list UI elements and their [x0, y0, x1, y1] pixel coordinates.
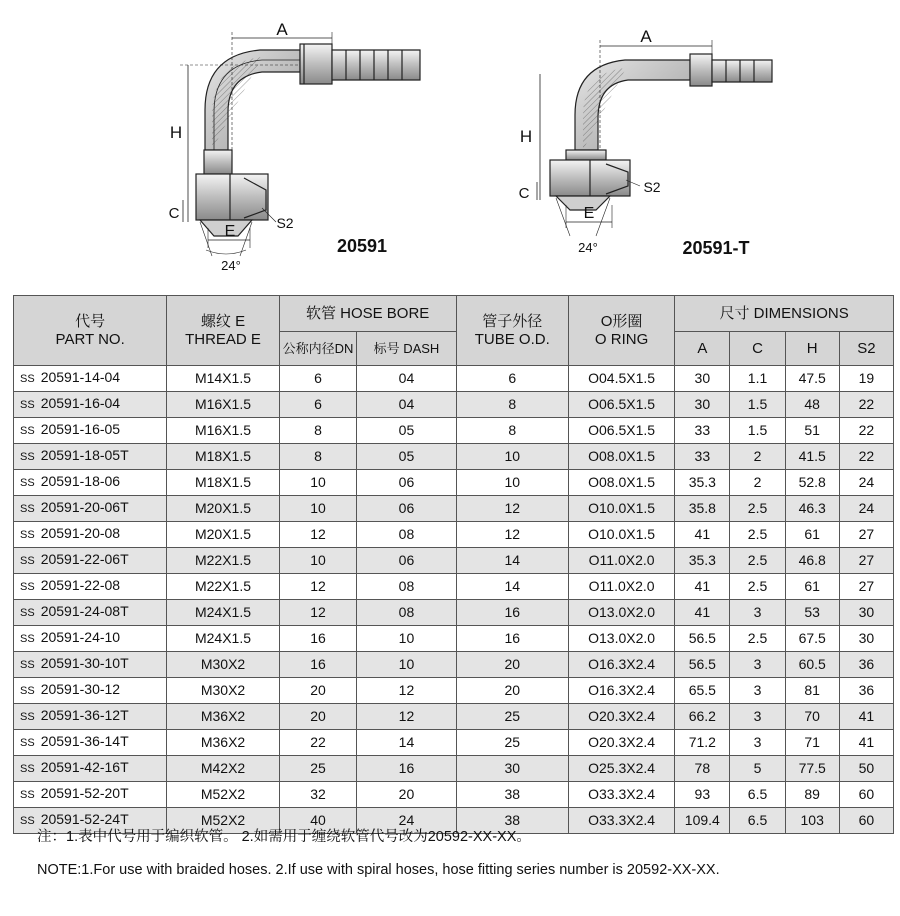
table-row	[14, 548, 894, 574]
h-cell: 77.5	[785, 756, 839, 782]
dn-cell: 22	[279, 730, 357, 756]
part-number: 20591-30-12	[40, 681, 121, 697]
dash-cell: 08	[357, 522, 456, 548]
c-cell: 3	[730, 652, 785, 678]
h-cell: 61	[785, 522, 839, 548]
material-prefix: SS	[20, 607, 35, 619]
oring-cell: O04.5X1.5	[568, 366, 674, 392]
dash-cell: 05	[357, 444, 456, 470]
part-no-cell	[14, 366, 167, 392]
header-dash: 标号 DASH	[357, 332, 456, 366]
dn-cell: 20	[279, 704, 357, 730]
part-number: 20591-42-16T	[40, 759, 129, 775]
c-cell: 1.5	[730, 418, 785, 444]
dn-cell: 25	[279, 756, 357, 782]
a-cell: 109.4	[675, 808, 730, 834]
dn-cell: 12	[279, 574, 357, 600]
thread-cell: M36X2	[167, 730, 279, 756]
h-cell: 47.5	[785, 366, 839, 392]
oring-cell: O08.0X1.5	[568, 444, 674, 470]
dim-c-label: C	[168, 205, 180, 222]
part-no-cell	[14, 574, 167, 600]
a-cell: 33	[675, 418, 730, 444]
tube-cell: 25	[456, 704, 568, 730]
fitting-drawings	[0, 0, 900, 290]
thread-cell: M30X2	[167, 652, 279, 678]
h-cell: 46.8	[785, 548, 839, 574]
oring-cell: O13.0X2.0	[568, 600, 674, 626]
a-cell: 93	[675, 782, 730, 808]
h-cell: 103	[785, 808, 839, 834]
thread-cell: M20X1.5	[167, 496, 279, 522]
part-no-cell	[14, 704, 167, 730]
h-cell: 70	[785, 704, 839, 730]
h-cell: 81	[785, 678, 839, 704]
material-prefix: SS	[20, 477, 35, 489]
tube-cell: 8	[456, 418, 568, 444]
thread-cell: M42X2	[167, 756, 279, 782]
drawing-20591	[180, 32, 420, 256]
material-prefix: SS	[20, 789, 35, 801]
table-row	[14, 678, 894, 704]
h-cell: 52.8	[785, 470, 839, 496]
a-cell: 35.3	[675, 470, 730, 496]
part-number: 20591-52-24T	[40, 811, 129, 827]
tube-cell: 14	[456, 574, 568, 600]
dash-cell: 06	[357, 470, 456, 496]
dn-cell: 20	[279, 678, 357, 704]
s2-cell: 50	[839, 756, 893, 782]
header-s2: S2	[839, 332, 893, 366]
oring-cell: O10.0X1.5	[568, 496, 674, 522]
table-row	[14, 496, 894, 522]
spec-table	[13, 295, 894, 834]
c-cell: 2.5	[730, 548, 785, 574]
thread-cell: M22X1.5	[167, 548, 279, 574]
oring-cell: O33.3X2.4	[568, 808, 674, 834]
c-cell: 1.1	[730, 366, 785, 392]
dash-cell: 14	[357, 730, 456, 756]
thread-cell: M52X2	[167, 782, 279, 808]
s2-cell: 60	[839, 782, 893, 808]
dn-cell: 10	[279, 470, 357, 496]
part-no-cell	[14, 600, 167, 626]
c-cell: 2.5	[730, 522, 785, 548]
material-prefix: SS	[20, 763, 35, 775]
a-cell: 35.8	[675, 496, 730, 522]
part-no-cell	[14, 548, 167, 574]
c-cell: 1.5	[730, 392, 785, 418]
material-prefix: SS	[20, 399, 35, 411]
dim-e-label: E	[583, 205, 595, 222]
tube-cell: 20	[456, 678, 568, 704]
dn-cell: 8	[279, 418, 357, 444]
part-no-cell	[14, 392, 167, 418]
table-row	[14, 704, 894, 730]
table-row	[14, 444, 894, 470]
part-no-cell	[14, 418, 167, 444]
part-number: 20591-24-08T	[40, 603, 129, 619]
c-cell: 2.5	[730, 496, 785, 522]
s2-cell: 30	[839, 626, 893, 652]
dim-s2-label: S2	[276, 215, 294, 231]
material-prefix: SS	[20, 633, 35, 645]
a-cell: 66.2	[675, 704, 730, 730]
a-cell: 30	[675, 366, 730, 392]
dash-cell: 16	[357, 756, 456, 782]
a-cell: 56.5	[675, 652, 730, 678]
oring-cell: O25.3X2.4	[568, 756, 674, 782]
dash-cell: 12	[357, 678, 456, 704]
part-number: 20591-30-10T	[40, 655, 129, 671]
oring-cell: O16.3X2.4	[568, 678, 674, 704]
part-no-cell	[14, 496, 167, 522]
a-cell: 41	[675, 574, 730, 600]
model-label-20591: 20591	[336, 236, 388, 256]
header-oring-en: O RING	[594, 330, 649, 348]
tube-cell: 38	[456, 782, 568, 808]
s2-cell: 27	[839, 548, 893, 574]
material-prefix: SS	[20, 425, 35, 437]
a-cell: 71.2	[675, 730, 730, 756]
table-row	[14, 626, 894, 652]
c-cell: 6.5	[730, 782, 785, 808]
material-prefix: SS	[20, 555, 35, 567]
dim-c-label: C	[518, 185, 530, 202]
part-number: 20591-36-14T	[40, 733, 129, 749]
dash-cell: 06	[357, 496, 456, 522]
part-number: 20591-52-20T	[40, 785, 129, 801]
material-prefix: SS	[20, 451, 35, 463]
thread-cell: M18X1.5	[167, 470, 279, 496]
table-row	[14, 782, 894, 808]
table-row	[14, 574, 894, 600]
table-row	[14, 392, 894, 418]
s2-cell: 41	[839, 730, 893, 756]
header-c: C	[730, 332, 785, 366]
header-dn: 公称内径DN	[279, 332, 357, 366]
thread-cell: M16X1.5	[167, 392, 279, 418]
part-no-cell	[14, 678, 167, 704]
thread-cell: M36X2	[167, 704, 279, 730]
dim-h-label: H	[169, 123, 183, 142]
material-prefix: SS	[20, 711, 35, 723]
tube-cell: 25	[456, 730, 568, 756]
part-no-cell	[14, 522, 167, 548]
oring-cell: O10.0X1.5	[568, 522, 674, 548]
tube-cell: 8	[456, 392, 568, 418]
s2-cell: 27	[839, 574, 893, 600]
part-number: 20591-20-08	[40, 525, 121, 541]
dash-cell: 12	[357, 704, 456, 730]
h-cell: 60.5	[785, 652, 839, 678]
header-thread-cn: 螺纹 E	[200, 312, 246, 330]
dash-cell: 04	[357, 392, 456, 418]
notes	[37, 828, 887, 879]
h-cell: 41.5	[785, 444, 839, 470]
dash-cell: 10	[357, 626, 456, 652]
thread-cell: M24X1.5	[167, 600, 279, 626]
a-cell: 33	[675, 444, 730, 470]
oring-cell: O33.3X2.4	[568, 782, 674, 808]
material-prefix: SS	[20, 685, 35, 697]
dim-h-label: H	[519, 127, 533, 146]
s2-cell: 36	[839, 678, 893, 704]
h-cell: 48	[785, 392, 839, 418]
dash-cell: 24	[357, 808, 456, 834]
table-row	[14, 418, 894, 444]
c-cell: 2	[730, 470, 785, 496]
a-cell: 78	[675, 756, 730, 782]
dim-a-label: A	[276, 20, 288, 39]
oring-cell: O08.0X1.5	[568, 470, 674, 496]
part-number: 20591-16-04	[40, 395, 121, 411]
oring-cell: O13.0X2.0	[568, 626, 674, 652]
tube-cell: 12	[456, 522, 568, 548]
material-prefix: SS	[20, 815, 35, 827]
c-cell: 3	[730, 730, 785, 756]
part-no-cell	[14, 782, 167, 808]
dn-cell: 6	[279, 366, 357, 392]
c-cell: 2	[730, 444, 785, 470]
dash-cell: 05	[357, 418, 456, 444]
s2-cell: 36	[839, 652, 893, 678]
h-cell: 61	[785, 574, 839, 600]
angle-label: 24°	[221, 258, 241, 273]
h-cell: 51	[785, 418, 839, 444]
s2-cell: 22	[839, 392, 893, 418]
oring-cell: O16.3X2.4	[568, 652, 674, 678]
material-prefix: SS	[20, 373, 35, 385]
tube-cell: 10	[456, 444, 568, 470]
dash-cell: 04	[357, 366, 456, 392]
table-row	[14, 756, 894, 782]
dash-cell: 20	[357, 782, 456, 808]
c-cell: 3	[730, 704, 785, 730]
thread-cell: M16X1.5	[167, 418, 279, 444]
thread-cell: M14X1.5	[167, 366, 279, 392]
part-number: 20591-20-06T	[40, 499, 129, 515]
part-number: 20591-14-04	[40, 369, 121, 385]
header-h: H	[785, 332, 839, 366]
part-no-cell	[14, 756, 167, 782]
part-number: 20591-22-08	[40, 577, 121, 593]
dn-cell: 32	[279, 782, 357, 808]
header-thread	[167, 296, 279, 366]
s2-cell: 24	[839, 470, 893, 496]
header-a: A	[675, 332, 730, 366]
dash-cell: 08	[357, 600, 456, 626]
dash-cell: 06	[357, 548, 456, 574]
c-cell: 2.5	[730, 574, 785, 600]
material-prefix: SS	[20, 503, 35, 515]
spec-table-body	[14, 366, 894, 834]
s2-cell: 27	[839, 522, 893, 548]
header-oring-cn: O形圈	[600, 312, 643, 330]
tube-cell: 6	[456, 366, 568, 392]
part-no-cell	[14, 652, 167, 678]
header-part-en: PART NO.	[55, 330, 125, 348]
model-label-20591-T: 20591-T	[682, 238, 750, 258]
s2-cell: 19	[839, 366, 893, 392]
s2-cell: 60	[839, 808, 893, 834]
a-cell: 65.5	[675, 678, 730, 704]
dim-a-label: A	[640, 27, 652, 46]
part-no-cell	[14, 626, 167, 652]
tube-cell: 20	[456, 652, 568, 678]
part-no-cell	[14, 730, 167, 756]
angle-label: 24°	[578, 240, 598, 255]
header-hose-bore: 软管 HOSE BORE	[279, 296, 456, 332]
header-tube-cn: 管子外径	[482, 312, 543, 330]
dn-cell: 6	[279, 392, 357, 418]
tube-cell: 14	[456, 548, 568, 574]
note-chinese: 注：1.表中代号用于编织软管。 2.如需用于缠绕软管代号改为20592-XX-XX。	[37, 829, 531, 845]
part-number: 20591-18-05T	[40, 447, 129, 463]
c-cell: 5	[730, 756, 785, 782]
tube-cell: 30	[456, 756, 568, 782]
oring-cell: O06.5X1.5	[568, 392, 674, 418]
thread-cell: M52X2	[167, 808, 279, 834]
tube-cell: 12	[456, 496, 568, 522]
c-cell: 2.5	[730, 626, 785, 652]
oring-cell: O06.5X1.5	[568, 418, 674, 444]
c-cell: 3	[730, 678, 785, 704]
oring-cell: O11.0X2.0	[568, 548, 674, 574]
part-number: 20591-16-05	[40, 421, 121, 437]
a-cell: 35.3	[675, 548, 730, 574]
header-tube-od	[456, 296, 568, 366]
thread-cell: M20X1.5	[167, 522, 279, 548]
tube-cell: 16	[456, 600, 568, 626]
dn-cell: 8	[279, 444, 357, 470]
thread-cell: M22X1.5	[167, 574, 279, 600]
a-cell: 56.5	[675, 626, 730, 652]
oring-cell: O11.0X2.0	[568, 574, 674, 600]
dn-cell: 40	[279, 808, 357, 834]
s2-cell: 30	[839, 600, 893, 626]
c-cell: 6.5	[730, 808, 785, 834]
dash-cell: 08	[357, 574, 456, 600]
header-o-ring	[568, 296, 674, 366]
h-cell: 46.3	[785, 496, 839, 522]
h-cell: 71	[785, 730, 839, 756]
header-dimensions: 尺寸 DIMENSIONS	[675, 296, 894, 332]
tube-cell: 38	[456, 808, 568, 834]
s2-cell: 22	[839, 418, 893, 444]
dn-cell: 10	[279, 496, 357, 522]
dn-cell: 12	[279, 600, 357, 626]
part-number: 20591-18-06	[40, 473, 121, 489]
material-prefix: SS	[20, 581, 35, 593]
dn-cell: 12	[279, 522, 357, 548]
dn-cell: 10	[279, 548, 357, 574]
table-row	[14, 522, 894, 548]
h-cell: 89	[785, 782, 839, 808]
oring-cell: O20.3X2.4	[568, 704, 674, 730]
drawing-20591-T	[537, 40, 772, 236]
h-cell: 67.5	[785, 626, 839, 652]
material-prefix: SS	[20, 659, 35, 671]
header-part-no	[14, 296, 167, 366]
part-number: 20591-36-12T	[40, 707, 129, 723]
thread-cell: M18X1.5	[167, 444, 279, 470]
header-tube-en: TUBE O.D.	[474, 330, 550, 348]
dn-cell: 16	[279, 652, 357, 678]
thread-cell: M24X1.5	[167, 626, 279, 652]
a-cell: 41	[675, 522, 730, 548]
s2-cell: 24	[839, 496, 893, 522]
note-english: NOTE:1.For use with braided hoses. 2.If use with spiral hoses, hose fitting series number is 20592-XX-XX.	[37, 862, 720, 878]
part-no-cell	[14, 444, 167, 470]
thread-cell: M30X2	[167, 678, 279, 704]
dash-cell: 10	[357, 652, 456, 678]
table-row	[14, 366, 894, 392]
table-row	[14, 600, 894, 626]
dim-e-label: E	[224, 223, 236, 240]
table-row	[14, 470, 894, 496]
oring-cell: O20.3X2.4	[568, 730, 674, 756]
dn-cell: 16	[279, 626, 357, 652]
a-cell: 30	[675, 392, 730, 418]
s2-cell: 22	[839, 444, 893, 470]
dim-s2-label: S2	[643, 179, 661, 195]
part-number: 20591-24-10	[40, 629, 121, 645]
a-cell: 41	[675, 600, 730, 626]
table-row	[14, 652, 894, 678]
part-number: 20591-22-06T	[40, 551, 129, 567]
c-cell: 3	[730, 600, 785, 626]
header-thread-en: THREAD E	[185, 330, 261, 348]
s2-cell: 41	[839, 704, 893, 730]
h-cell: 53	[785, 600, 839, 626]
header-part-cn: 代号	[75, 312, 106, 330]
tube-cell: 16	[456, 626, 568, 652]
part-no-cell	[14, 470, 167, 496]
material-prefix: SS	[20, 529, 35, 541]
material-prefix: SS	[20, 737, 35, 749]
tube-cell: 10	[456, 470, 568, 496]
table-row	[14, 730, 894, 756]
